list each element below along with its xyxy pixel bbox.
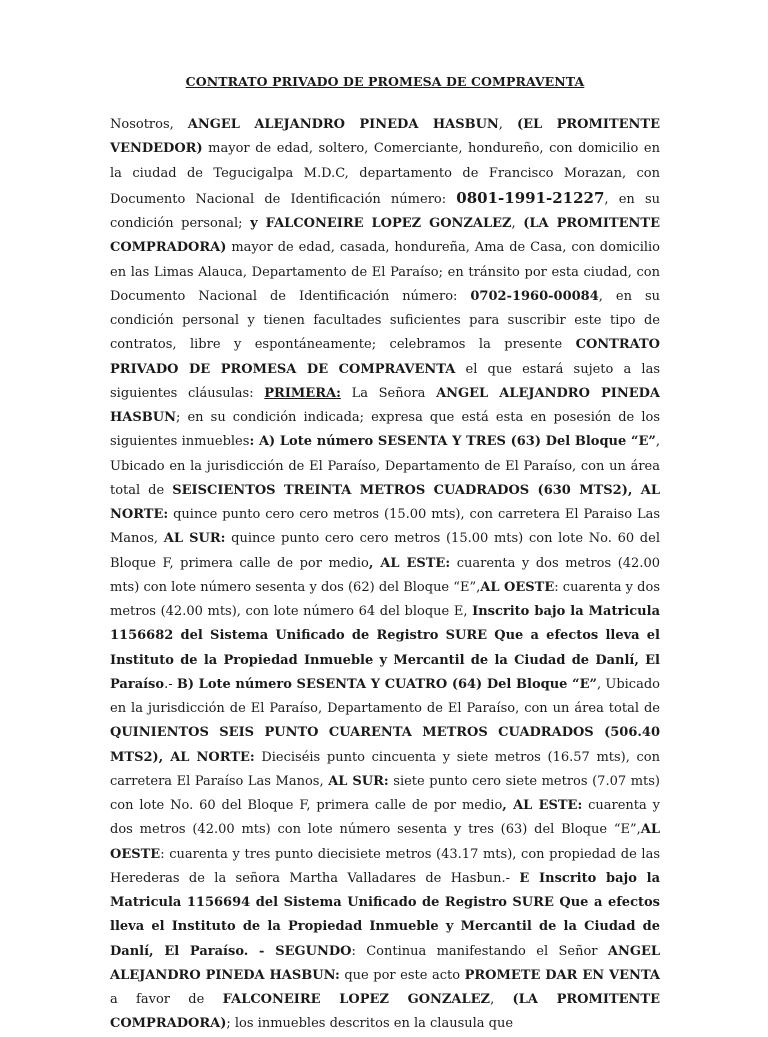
body-text: , en su condición personal; — [110, 191, 660, 231]
bold-text: ANGEL ALEJANDRO PINEDA HASBUN: — [110, 943, 660, 983]
body-text: quince punto cero cero metros (15.00 mts), con carretera El Paraiso Las Manos, — [110, 507, 660, 547]
body-text: : cuarenta y tres punto diecisiete metros (43.17 mts), con propiedad de las Herederas de la señora Martha Valladares de Hasbun.- — [110, 846, 660, 886]
bold-text: 0702-1960-00084 — [470, 288, 599, 304]
bold-text: ANGEL ALEJANDRO PINEDA HASBUN — [187, 117, 499, 132]
body-text: , en su condición personal y tienen facultades suficientes para suscribir este tipo de contratos, libre y espontáneamente; celebramos la presente — [110, 288, 660, 353]
clause-heading-underline: PRIMERA: — [264, 385, 341, 401]
bold-text: B) Lote número SESENTA Y CUATRO (64) Del Bloque “E” — [176, 676, 597, 692]
body-text: : cuarenta y dos metros (42.00 mts), con lote número 64 del bloque E, — [110, 579, 660, 619]
body-text: cuarenta y dos metros (42.00 mts) con lote número sesenta y dos (62) del Bloque “E”, — [110, 555, 661, 595]
bold-text: QUINIENTOS SEIS PUNTO CUARENTA METROS CUADRADOS (506.40 MTS2), AL NORTE: — [110, 725, 660, 765]
body-text: , — [490, 992, 513, 1007]
bold-text: E Inscrito bajo la Matricula 1156694 del Sistema Unificado de Registro SURE Que a efectos lleva el Instituto de la Propiedad Inmueble y Mercantil de la Ciudad de Danlí, El Paraíso. - SEGUNDO — [110, 870, 660, 959]
bold-text: FALCONEIRE LOPEZ GONZALEZ — [222, 992, 491, 1007]
body-text: mayor de edad, casada, hondureña, Ama de Casa, con domicilio en las Limas Alauca, Departamento de El Paraíso; en tránsito por esta ciudad, con Documento Nacional de Identificación número: — [110, 240, 660, 304]
body-text: a favor de — [110, 992, 223, 1007]
bold-text: (LA PROMITENTE COMPRADORA) — [110, 992, 660, 1032]
body-text: ; los inmuebles descritos en la clausula que — [226, 1016, 514, 1032]
bold-text: Inscrito bajo la Matricula 1156682 del Sistema Unificado de Registro SURE Que a efectos lleva el Instituto de la Propiedad Inmueble y Mercantil de la Ciudad de Danlí, El Paraíso — [110, 604, 660, 692]
id-number: 0801-1991-21227 — [456, 188, 605, 207]
body-text: , — [511, 216, 524, 231]
bold-text: (LA PROMITENTE COMPRADORA) — [110, 216, 661, 256]
body-text: quince punto cero cero metros (15.00 mts) con lote No. 60 del Bloque F, primera calle de por medio — [110, 531, 660, 571]
bold-text: AL OESTE — [110, 822, 660, 862]
body-text: , Ubicado en la jurisdicción de El Paraíso, Departamento de El Paraíso, con un área total de — [110, 676, 660, 716]
bold-text: , AL ESTE: — [368, 555, 451, 571]
bold-text: CONTRATO PRIVADO DE PROMESA DE COMPRAVENTA — [110, 337, 660, 377]
bold-text: , AL ESTE: — [502, 798, 583, 813]
body-text: siete punto cero siete metros (7.07 mts) con lote No. 60 del Bloque F, primera calle de por medio — [110, 773, 660, 813]
body-text: .- — [164, 676, 177, 692]
clause-heading — [264, 386, 341, 401]
body-text: Dieciséis punto cincuenta y siete metros (16.57 mts), con carretera El Paraíso Las Manos, — [110, 749, 661, 789]
body-text: que por este acto — [339, 967, 465, 983]
bold-text: SEISCIENTOS TREINTA METROS CUADRADOS (630 MTS2), AL NORTE: — [110, 482, 661, 522]
bold-text: AL SUR: — [328, 773, 389, 789]
bold-text: : A) Lote número SESENTA Y TRES (63) Del Bloque “E” — [249, 434, 656, 450]
bold-text: y FALCONEIRE LOPEZ GONZALEZ — [250, 216, 512, 231]
body-text: : Continua manifestando el Señor — [351, 943, 608, 959]
contract-body — [110, 113, 660, 1037]
body-text: , Ubicado en la jurisdicción de El Paraíso, Departamento de El Paraíso, con un área total de — [110, 434, 661, 498]
document-title: CONTRATO PRIVADO DE PROMESA DE COMPRAVENTA — [185, 74, 585, 89]
bold-text: (EL PROMITENTE VENDEDOR) — [110, 117, 660, 157]
body-text: mayor de edad, soltero, Comerciante, hondureño, con domicilio en la ciudad de Tegucigalpa M.D.C, departamento de Francisco Morazan, con Documento Nacional de Identificación número: — [110, 141, 660, 207]
body-text: ; en su condición indicada; expresa que está esta en posesión de los siguientes inmuebles — [110, 410, 660, 450]
bold-text: AL SUR: — [163, 531, 226, 547]
bold-text: AL OESTE — [480, 579, 555, 595]
body-text: cuarenta y dos metros (42.00 mts) con lote número sesenta y tres (63) del Bloque “E”, — [110, 798, 660, 838]
body-text: , — [498, 117, 517, 132]
body-text: La Señora — [340, 385, 437, 401]
body-text: el que estará sujeto a las siguientes cláusulas: — [110, 361, 660, 401]
body-text: Nosotros, — [110, 117, 188, 132]
bold-text: PROMETE DAR EN VENTA — [464, 967, 660, 983]
bold-text: ANGEL ALEJANDRO PINEDA HASBUN — [110, 385, 660, 425]
